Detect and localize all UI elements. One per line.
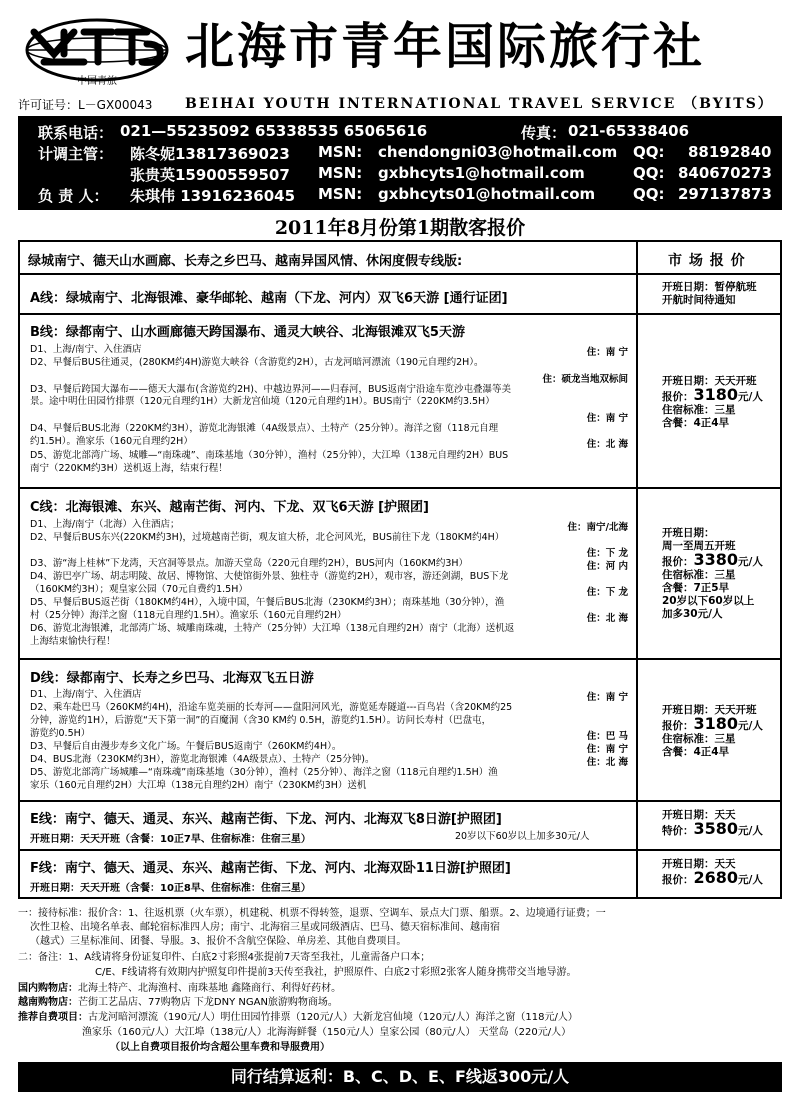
route-d-day1: D1、上海/南宁、入住酒店 (30, 689, 142, 700)
route-b-stay2: 住：硕龙当地双标间 (542, 374, 628, 385)
route-c-day2: D2、早餐后BUS东兴(220KM约3H)，过境越南芒街，观友谊大桥，北仑河风光，BUS前往下龙（180KM约4H） (30, 532, 505, 543)
staff-msn[interactable]: gxbhcyts1@hotmail.com (378, 164, 585, 182)
route-d-day2-cont: 分钟，游览约1H），后游览“天下第一洞”的百魔洞（含30 KM约 0.5H，游览约1.5H）。访问长寿村（巴盘屯， (30, 715, 492, 726)
route-d-day4: D4、BUS北海（230KM约3H），游览北海银滩（4A级景点）、土特产（25分钟)。 (30, 754, 375, 765)
route-d-stay1: 住：南 宁 (586, 692, 628, 703)
route-c-day4: D4、游巴亭广场、胡志明陵、故居、博物馆、大使馆街外景、独柱寺（游览约2H），观市容，游还剑湖，BUS下龙 (30, 571, 509, 582)
route-b-day3: D3、早餐后跨国大瀑布——德天大瀑布(含游览约2H)、中越边界河——归春河，BUS返南宁沿途车览沙屯叠瀑等美 (30, 384, 511, 395)
route-c-title: C线：北海银滩、东兴、越南芒街、河内、下龙、双飞6天游 [护照团] (30, 500, 429, 515)
manager-name: 陈冬妮13817369023 (130, 145, 290, 163)
route-e-side (662, 809, 763, 838)
head-name: 朱琪伟 13916236045 (130, 187, 296, 205)
route-a-side (662, 281, 757, 307)
route-c-day6: D6、游览北海银滩，北部湾广场、城雕南珠魂，土特产（25分钟）大江埠（138元自理约2H）南宁（北海）送机返 (30, 623, 515, 634)
issue-title: 2011年8月份第1期散客报价 (274, 217, 526, 239)
route-b-day4-cont: 约1.5H）。渔家乐（160元自理约2H） (30, 436, 193, 447)
contact-panel (18, 116, 782, 210)
route-a-note: 开航时间待通知 (662, 294, 736, 306)
company-logo (22, 14, 172, 90)
price-label: 报价： (662, 556, 694, 568)
note-remarks-cont: C/E、F线请将有效期内护照复印件提前3天传至我社，护照原件、白底2寸彩照2张客人随身携带交当地导游。 (95, 967, 577, 978)
route-c-stay4: 住：下 龙 (586, 587, 628, 598)
company-name-cn: 北海市青年国际旅行社 (185, 17, 706, 75)
route-a-open: 开班日期：暂停航班 (662, 281, 757, 293)
route-c-meal: 含餐：7正5早 (662, 582, 730, 594)
price-column-divider (636, 240, 638, 851)
route-c-age-surcharge: 加多30元/人 (662, 608, 723, 620)
shop-vietnam-label: 越南购物店： (18, 997, 78, 1008)
price-unit: 元/人 (738, 825, 763, 837)
qq-label: QQ: (633, 164, 665, 182)
route-b-day5-cont: 南宁（220KM约3H）送机返上海，结束行程！ (30, 463, 228, 474)
route-d-stay4: 住：北 海 (586, 757, 628, 768)
price-label: 特价： (662, 825, 694, 837)
route-f-title: F线：南宁、德天、通灵、东兴、越南芒街、下龙、河内、北海双卧11日游[护照团] (30, 861, 511, 876)
route-d-hotel: 住宿标准：三星 (662, 733, 736, 745)
optional-list-cont: 渔家乐（160元/人）大江埠（138元/人）北海海鲜餐（150元/人）皇家公园（80元/人） 天堂岛（220元/人） (82, 1027, 572, 1038)
fax-label: 传真： (521, 124, 567, 142)
company-name-en: BEIHAI YOUTH INTERNATIONAL TRAVEL SERVICE （BYITS） (185, 96, 774, 112)
route-e-title: E线：南宁、德天、通灵、东兴、越南芒街、下龙、河内、北海双飞8日游[护照团] (30, 812, 502, 827)
route-e-side-open: 开班日期：天天 (662, 809, 736, 821)
route-b-meal: 含餐：4正4早 (662, 417, 730, 429)
route-d-title: D线：绿都南宁、长寿之乡巴马、北海双飞五日游 (30, 671, 314, 686)
route-d-open: 开班日期：天天开班 (662, 704, 757, 716)
msn-label: MSN: (318, 185, 363, 203)
row-divider (18, 313, 782, 315)
route-d-day2: D2、乘车赴巴马（260KM约4H)，沿途车览美丽的长寿河——盘阳河风光，游览延寿隧道---百鸟岩（含20KM约25 (30, 702, 513, 713)
shop-domestic-list: 北海土特产、北海渔村、南珠基地 鑫隆商行、利得好药材。 (78, 983, 342, 994)
rebate-footer: 同行结算返利：B、C、D、E、F线返300元/人 (18, 1062, 782, 1092)
note-optional (18, 1011, 578, 1025)
note-standard: 一：接待标准：报价含：1、往返机票（火车票），机建税、机票不得转签，退票、空调车、景点大门票、船票。2、边境通行证费；一 (18, 908, 606, 919)
license-number: 许可证号：L－GX00043 (18, 98, 153, 112)
route-b-title: B线：绿都南宁、山水画廊德天跨国瀑布、通灵大峡谷、北海银滩双飞5天游 (30, 325, 465, 340)
route-c-day6-cont: 上海结束愉快行程！ (30, 636, 116, 647)
route-d-day3: D3、早餐后自由漫步寿乡文化广场。午餐后BUS返南宁（260KM约4H）。 (30, 741, 342, 752)
route-b-day2: D2、早餐后BUS往通灵，(280KM约4H)游览大峡谷（含游览约2H），古龙河暗河漂流（190元自理约2H）。 (30, 357, 484, 368)
route-f-open: 开班日期：天天开班（含餐：10正8早、住宿标准：住宿三星） (30, 883, 311, 894)
route-d-day2-cont2: 游览约0.5H） (30, 728, 91, 739)
route-b-price: 3180 (693, 385, 739, 404)
shop-vietnam-list: 芒街工艺品店、77购物店 下龙DNY NGAN旅游购物商场。 (78, 997, 338, 1008)
row-divider (18, 273, 638, 274)
note-shop-vietnam (18, 996, 338, 1010)
route-c-stay1: 住：南宁/北海 (567, 522, 628, 533)
route-b-open: 开班日期：天天开班 (662, 375, 757, 387)
route-b-hotel: 住宿标准：三星 (662, 404, 736, 416)
price-label: 报价： (662, 391, 694, 403)
route-c-stay2: 住：下 龙 (586, 548, 628, 559)
staff-name: 张贵英15900559507 (130, 166, 290, 184)
head-label: 负 责 人： (38, 187, 109, 205)
route-f-price: 2680 (693, 868, 739, 887)
note-standard-cont2: （越式）三星标准间、团餐、导服。3、报价不含航空保险、单房差、其他自费项目。 (30, 936, 407, 947)
route-d-stay3: 住：南 宁 (586, 744, 628, 755)
route-b-stay4: 住：北 海 (586, 439, 628, 450)
optional-list: 古龙河暗河漂流（190元/人）明仕田园竹排票（120元/人）大新龙宫仙境（120元/人）海洋之窗（118元/人） (88, 1012, 578, 1023)
route-f-side-open: 开班日期：天天 (662, 858, 736, 870)
staff-qq: 840670273 (678, 164, 772, 182)
head-qq: 297137873 (678, 185, 772, 203)
route-c-hotel: 住宿标准：三星 (662, 569, 736, 581)
price-label: 报价： (662, 874, 694, 886)
head-msn[interactable]: gxbhcyts01@hotmail.com (378, 185, 596, 203)
route-b-side (662, 375, 763, 430)
row-divider (18, 487, 782, 489)
note-standard-cont: 次性卫检、出境名单表、邮轮宿标准四人房；南宁、北海宿三星或同级酒店、巴马、德天宿标准间、越南宿 (30, 922, 500, 933)
price-unit: 元/人 (738, 720, 763, 732)
route-c-stay3: 住：河 内 (586, 561, 628, 572)
route-c-day1: D1、上海/南宁（北海）入住酒店； (30, 519, 180, 530)
route-c-day5-cont: 村（25分钟）海洋之窗（118元自理约1.5H）。渔家乐（160元自理约2H） (30, 610, 347, 621)
route-f-row (18, 849, 782, 899)
route-c-side (662, 527, 763, 621)
msn-label: MSN: (318, 164, 363, 182)
price-unit: 元/人 (738, 391, 763, 403)
shop-domestic-label: 国内购物店： (18, 983, 78, 994)
route-c-open-days: 周一至周五开班 (662, 540, 736, 552)
logo-lettering: 中国青旅 (77, 76, 117, 87)
note-shop-domestic (18, 982, 341, 996)
route-c-day4-cont: （160KM约3H）；观皇家公园（70元自费约1.5H） (30, 584, 248, 595)
optional-note: （以上自费项目报价均含超公里车费和导服费用） (110, 1042, 330, 1053)
price-label: 报价： (662, 720, 694, 732)
msn-label: MSN: (318, 143, 363, 161)
price-unit: 元/人 (738, 874, 763, 886)
qq-label: QQ: (633, 143, 665, 161)
route-b-day1: D1、上海/南宁、入住酒店 (30, 344, 142, 355)
qq-label: QQ: (633, 185, 665, 203)
table-header-title: 绿城南宁、德天山水画廊、长寿之乡巴马、越南异国风情、休闲度假专线版: (28, 254, 463, 269)
price-unit: 元/人 (738, 556, 763, 568)
route-b-stay3: 住：南 宁 (586, 413, 628, 424)
route-d-day5-cont: 家乐（160元自理约2H）大江埠（138元自理约2H）南宁（230KM约3H）送机 (30, 780, 367, 791)
route-c-open: 开班日期： (662, 527, 715, 539)
route-b-stay1: 住：南 宁 (586, 347, 628, 358)
route-d-price: 3180 (693, 714, 739, 733)
route-e-age: 20岁以下60岁以上加多30元/人 (455, 831, 590, 842)
route-d-stay2: 住：巴 马 (586, 731, 628, 742)
route-b-day3-cont: 景。途中明仕田园竹排票（120元自理约1H）大新龙宫仙境（120元自理约1H）。BUS南宁（220KM约3.5H） (30, 396, 495, 407)
route-e-open: 开班日期：天天开班（含餐：10正7早、住宿标准：住宿三星） (30, 834, 311, 845)
phone-numbers: 021—55235092 65338535 65065616 (120, 122, 428, 140)
route-c-day5: D5、早餐后BUS返芒街（180KM约4H），入境中国，午餐后BUS北海（230KM约3H）；南珠基地（30分钟），渔 (30, 597, 505, 608)
route-a-title: A线：绿城南宁、北海银滩、豪华邮轮、越南（下龙、河内）双飞6天游 [通行证团] (30, 291, 508, 306)
route-c-price: 3380 (693, 550, 739, 569)
fax-number: 021-65338406 (568, 122, 690, 140)
manager-msn[interactable]: chendongni03@hotmail.com (378, 143, 618, 161)
route-b-day5: D5、游览北部湾广场、城雕—“南珠魂”、南珠基地（30分钟），渔村（25分钟），大江埠（138元自理约2H）BUS (30, 450, 509, 461)
note-remarks: 二：备注：1、A线请将身份证复印件、白底2寸彩照4张提前7天寄至我社，儿童需备户口本； (18, 952, 431, 963)
route-b-day4: D4、早餐后BUS北海（220KM约3H），游览北海银滩（4A级景点）、土特产（25分钟）。海洋之窗（118元自理 (30, 423, 499, 434)
route-d-meal: 含餐：4正4早 (662, 746, 730, 758)
header (0, 0, 800, 115)
price-column-divider (636, 849, 638, 899)
route-d-side (662, 704, 763, 759)
optional-label: 推荐自费项目： (18, 1012, 88, 1023)
route-d-day5: D5、游览北部湾广场城雕—“南珠魂”南珠基地（30分钟），渔村（25分钟）、海洋之窗（118元自理约1.5H）渔 (30, 767, 498, 778)
route-c-day3: D3、游“海上桂林”下龙湾，天宫洞等景点。加游天堂岛（220元自理约2H），BUS河内（160KM约3H） (30, 558, 469, 569)
manager-label: 计调主管： (38, 145, 114, 163)
route-c-stay5: 住：北 海 (586, 613, 628, 624)
route-e-price: 3580 (693, 819, 739, 838)
row-divider (18, 658, 782, 660)
route-c-age: 20岁以下60岁以上 (662, 595, 755, 607)
phone-label: 联系电话： (38, 124, 114, 142)
manager-qq: 88192840 (688, 143, 772, 161)
row-divider (18, 800, 782, 802)
table-header-price: 市 场 报 价 (668, 253, 746, 269)
